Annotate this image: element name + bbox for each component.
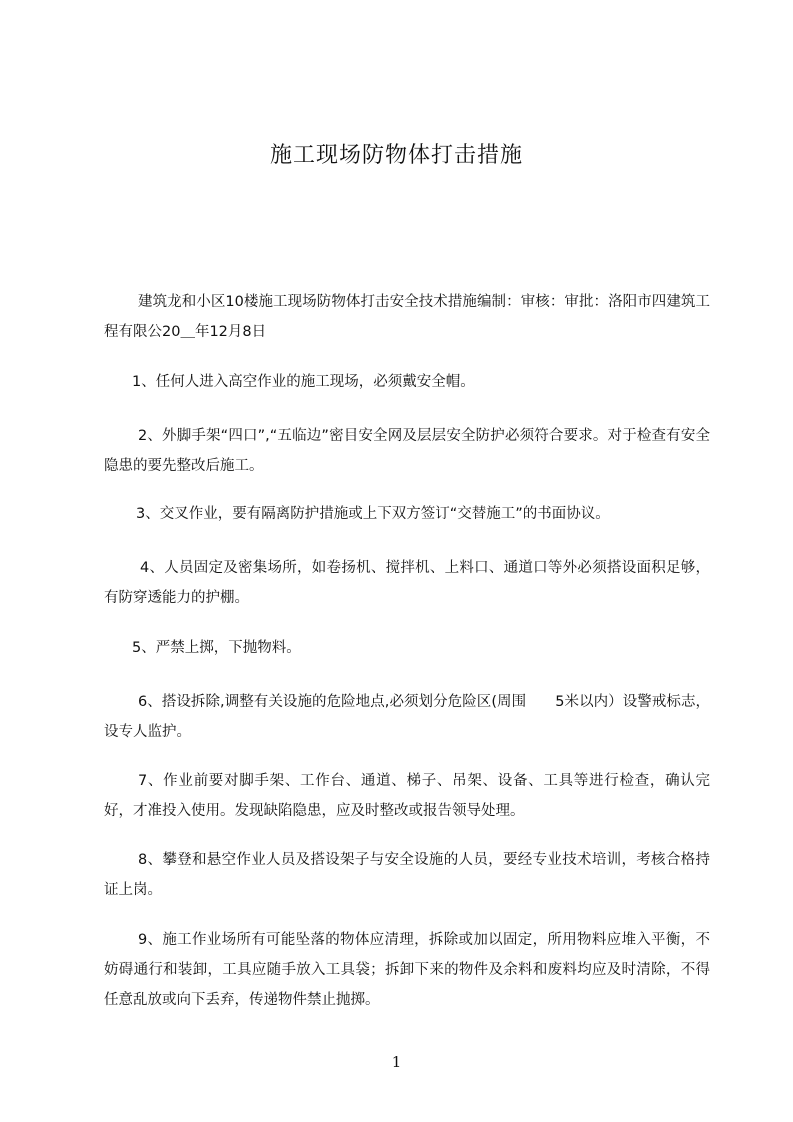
measure-item-2: 2、外脚手架“四口”,“五临边”密目安全网及层层安全防护必须符合要求。对于检查有安全隐患的要先整改后施工。 [104,428,710,474]
intro-paragraph: 建筑龙和小区10楼施工现场防物体打击安全技术措施编制：审核：审批：洛阳市四建筑工程有限公20＿年12月8日 [104,294,710,340]
measure-item-1: 1、任何人进入高空作业的施工现场，必须戴安全帽。 [132,374,475,390]
measure-item-3: 3、交叉作业，要有隔离防护措施或上下双方签订“交替施工”的书面协议。 [136,506,610,522]
measure-item-4: 4、人员固定及密集场所，如卷扬机、搅拌机、上料口、通道口等外必须搭设面积足够，有防穿透能力的护棚。 [104,560,710,606]
measure-item-9: 9、施工作业场所有可能坠落的物体应清理，拆除或加以固定，所用物料应堆入平衡，不妨碍通行和装卸，工具应随手放入工具袋；拆卸下来的物件及余料和废料均应及时清除，不得任意乱放或向下丢弃，传递物件禁止抛掷。 [104,932,710,1008]
measure-item-6: 6、搭设拆除,调整有关设施的危险地点,必须划分危险区(周围 5米以内）设警戒标志，设专人监护。 [104,694,710,740]
page-number: 1 [391,1053,402,1071]
page-title: 施工现场防物体打击措施 [269,143,523,168]
measure-item-7: 7、作业前要对脚手架、工作台、通道、梯子、吊架、设备、工具等进行检查，确认完好，才准投入使用。发现缺陷隐患，应及时整改或报告领导处理。 [104,773,710,819]
measure-item-5: 5、严禁上掷，下抛物料。 [132,640,301,656]
measure-item-8: 8、攀登和悬空作业人员及搭设架子与安全设施的人员，要经专业技术培训，考核合格持证上岗。 [104,852,710,898]
